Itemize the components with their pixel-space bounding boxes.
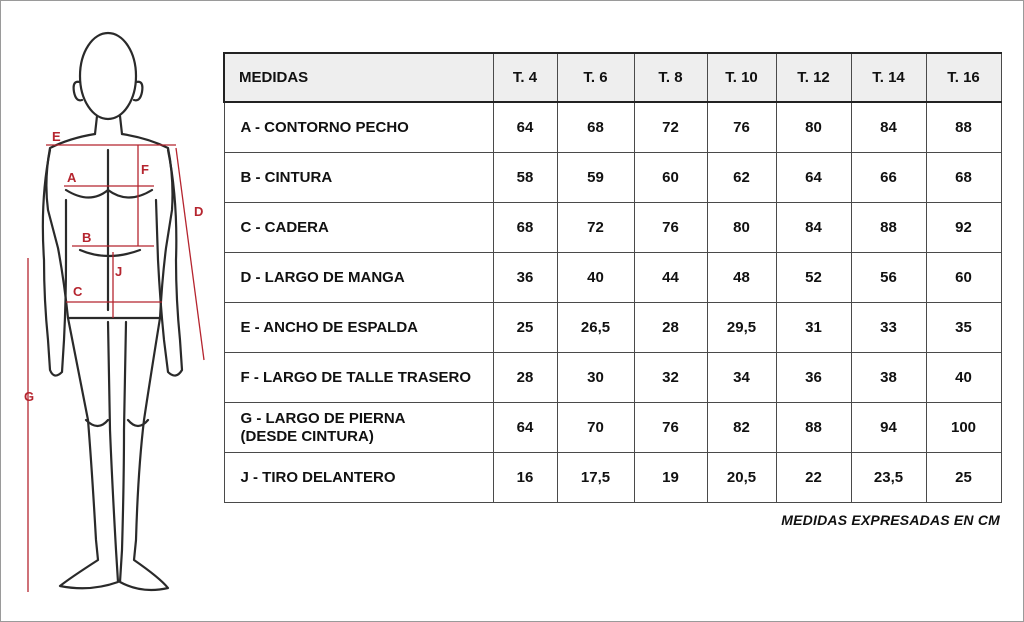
table-header-row [224,53,1001,102]
marker-label-f: F [141,162,149,177]
cell-value: 84 [851,102,926,153]
cell-value: 38 [851,353,926,403]
header-size: T. 14 [851,53,926,102]
cell-value: 64 [493,102,557,153]
cell-value: 44 [634,253,707,303]
cell-value: 33 [851,303,926,353]
cell-value: 16 [493,453,557,503]
row-label: J - TIRO DELANTERO [224,453,493,503]
marker-label-e: E [52,129,61,144]
size-table-container [223,52,1002,503]
header-measures: MEDIDAS [224,53,493,102]
cell-value: 76 [634,403,707,453]
body-measurement-figure [0,0,215,622]
cell-value: 26,5 [557,303,634,353]
cell-value: 88 [851,203,926,253]
cell-value: 52 [776,253,851,303]
row-label [224,403,493,453]
figure-head [80,33,136,119]
figure-right-leg [120,318,168,590]
header-size: T. 6 [557,53,634,102]
row-label-line2: (DESDE CINTURA) [240,427,374,445]
cell-value: 36 [493,253,557,303]
cell-value: 84 [776,203,851,253]
cell-value: 30 [557,353,634,403]
units-note: MEDIDAS EXPRESADAS EN CM [781,512,1000,528]
marker-label-g: G [24,389,35,404]
cell-value: 34 [707,353,776,403]
header-size: T. 12 [776,53,851,102]
table-row [224,253,1001,303]
cell-value: 64 [776,153,851,203]
row-label: B - CINTURA [224,153,493,203]
cell-value: 31 [776,303,851,353]
header-size: T. 16 [926,53,1001,102]
cell-value: 100 [926,403,1001,453]
cell-value: 64 [493,403,557,453]
table-row [224,453,1001,503]
cell-value: 19 [634,453,707,503]
cell-value: 68 [926,153,1001,203]
cell-value: 40 [557,253,634,303]
cell-value: 62 [707,153,776,203]
table-row [224,203,1001,253]
header-size: T. 4 [493,53,557,102]
marker-label-b: B [82,230,92,245]
cell-value: 88 [776,403,851,453]
row-label: C - CADERA [224,203,493,253]
table-row [224,303,1001,353]
cell-value: 68 [493,203,557,253]
table-row [224,403,1001,453]
cell-value: 72 [634,102,707,153]
cell-value: 66 [851,153,926,203]
cell-value: 92 [926,203,1001,253]
cell-value: 58 [493,153,557,203]
cell-value: 28 [634,303,707,353]
cell-value: 76 [707,102,776,153]
cell-value: 23,5 [851,453,926,503]
cell-value: 28 [493,353,557,403]
cell-value: 76 [634,203,707,253]
header-size: T. 10 [707,53,776,102]
cell-value: 56 [851,253,926,303]
table-row [224,153,1001,203]
marker-label-c: C [73,284,83,299]
cell-value: 32 [634,353,707,403]
row-label: F - LARGO DE TALLE TRASERO [224,353,493,403]
cell-value: 60 [634,153,707,203]
cell-value: 68 [557,102,634,153]
cell-value: 48 [707,253,776,303]
cell-value: 25 [926,453,1001,503]
marker-label-j: J [115,264,123,279]
cell-value: 36 [776,353,851,403]
marker-label-a: A [67,170,77,185]
marker-label-d: D [194,204,204,219]
cell-value: 80 [776,102,851,153]
cell-value: 17,5 [557,453,634,503]
cell-value: 25 [493,303,557,353]
marker-line-d [176,148,204,360]
cell-value: 80 [707,203,776,253]
figure-knees [86,420,148,426]
cell-value: 94 [851,403,926,453]
cell-value: 88 [926,102,1001,153]
cell-value: 60 [926,253,1001,303]
cell-value: 72 [557,203,634,253]
row-label: E - ANCHO DE ESPALDA [224,303,493,353]
cell-value: 70 [557,403,634,453]
table-row [224,102,1001,153]
cell-value: 35 [926,303,1001,353]
row-label: D - LARGO DE MANGA [224,253,493,303]
figure-left-leg [60,318,118,588]
row-label-line1: G - LARGO DE PIERNA [240,409,406,427]
cell-value: 82 [707,403,776,453]
cell-value: 29,5 [707,303,776,353]
cell-value: 20,5 [707,453,776,503]
figure-right-arm [156,150,182,376]
header-size: T. 8 [634,53,707,102]
row-label: A - CONTORNO PECHO [224,102,493,153]
cell-value: 40 [926,353,1001,403]
size-table [223,52,1002,503]
table-row [224,353,1001,403]
cell-value: 59 [557,153,634,203]
cell-value: 22 [776,453,851,503]
